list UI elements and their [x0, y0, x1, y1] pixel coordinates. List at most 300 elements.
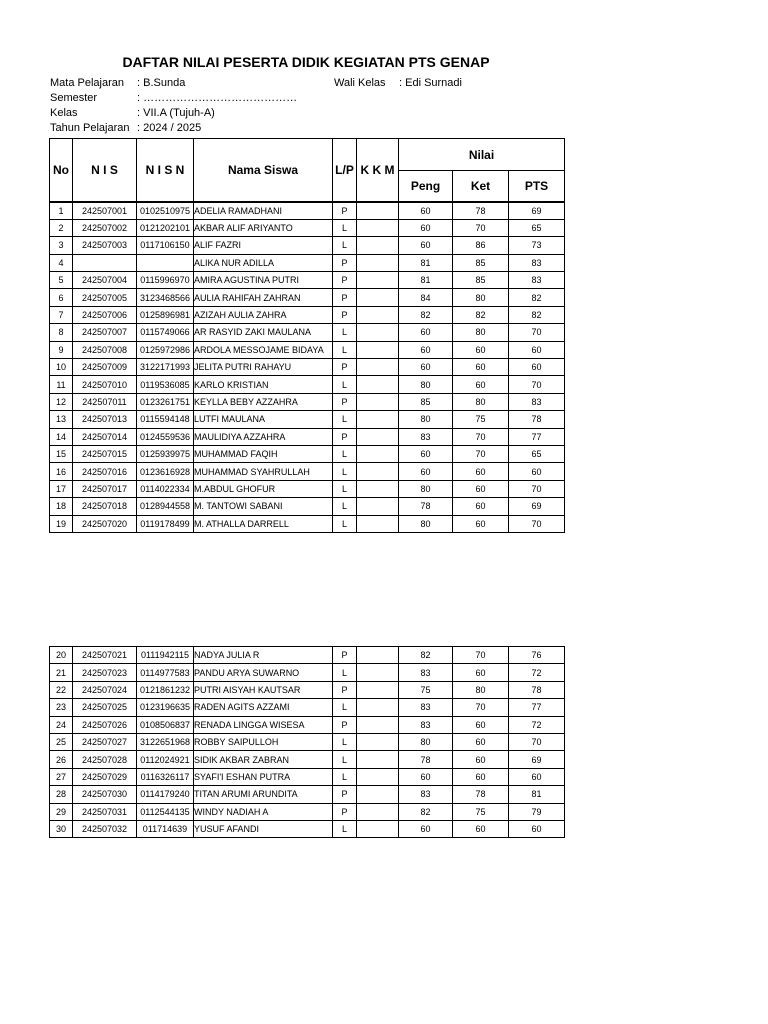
student-nis: 242507013 [73, 411, 137, 428]
student-gender: P [333, 647, 357, 664]
grade-pts: 78 [509, 411, 565, 428]
row-number: 7 [50, 306, 73, 323]
grade-pts: 83 [509, 254, 565, 271]
student-name: AKBAR ALIF ARIYANTO [194, 219, 333, 236]
grade-pts: 69 [509, 751, 565, 768]
student-nisn: 0123196635 [137, 699, 194, 716]
row-number: 28 [50, 786, 73, 803]
row-number: 27 [50, 768, 73, 785]
student-gender: P [333, 202, 357, 220]
grade-pts: 70 [509, 324, 565, 341]
grade-pts: 65 [509, 445, 565, 462]
student-gender: L [333, 751, 357, 768]
table-row [50, 820, 565, 837]
student-nis: 242507031 [73, 803, 137, 820]
grade-peng: 80 [399, 515, 453, 532]
table-row [50, 480, 565, 497]
grade-ket: 60 [453, 480, 509, 497]
student-name: PUTRI AISYAH KAUTSAR [194, 681, 333, 698]
student-kkm [357, 699, 399, 716]
student-nis: 242507023 [73, 664, 137, 681]
grade-peng: 84 [399, 289, 453, 306]
student-name: ALIKA NUR ADILLA [194, 254, 333, 271]
student-kkm [357, 751, 399, 768]
row-number: 14 [50, 428, 73, 445]
grade-ket: 80 [453, 393, 509, 410]
student-kkm [357, 393, 399, 410]
grade-ket: 70 [453, 445, 509, 462]
row-number: 22 [50, 681, 73, 698]
grade-peng: 80 [399, 480, 453, 497]
row-number: 30 [50, 820, 73, 837]
student-kkm [357, 803, 399, 820]
header-grades: Nilai [399, 139, 565, 171]
student-kkm [357, 733, 399, 750]
table-row [50, 254, 565, 271]
grade-pts: 72 [509, 664, 565, 681]
student-gender: L [333, 411, 357, 428]
student-nisn: 0114977583 [137, 664, 194, 681]
grade-pts: 72 [509, 716, 565, 733]
grade-peng: 83 [399, 699, 453, 716]
student-name: ALIF FAZRI [194, 237, 333, 254]
student-name: WINDY NADIAH A [194, 803, 333, 820]
student-nis: 242507007 [73, 324, 137, 341]
table-row [50, 733, 565, 750]
student-name: M. ATHALLA DARRELL [194, 515, 333, 532]
student-kkm [357, 272, 399, 289]
student-nis: 242507032 [73, 820, 137, 837]
student-nis: 242507002 [73, 219, 137, 236]
student-name: AULIA RAHIFAH ZAHRAN [194, 289, 333, 306]
meta-label: Tahun Pelajaran [50, 122, 130, 134]
grade-pts: 83 [509, 393, 565, 410]
grade-ket: 78 [453, 786, 509, 803]
grade-pts: 73 [509, 237, 565, 254]
grade-pts: 60 [509, 463, 565, 480]
student-nis: 242507004 [73, 272, 137, 289]
row-number: 29 [50, 803, 73, 820]
meta-subject [50, 76, 297, 91]
grade-ket: 80 [453, 324, 509, 341]
student-name: AZIZAH AULIA ZAHRA [194, 306, 333, 323]
grade-ket: 60 [453, 751, 509, 768]
homeroom-teacher [334, 76, 462, 91]
student-name: M.ABDUL GHOFUR [194, 480, 333, 497]
student-kkm [357, 498, 399, 515]
row-number: 13 [50, 411, 73, 428]
student-gender: L [333, 820, 357, 837]
student-nisn: 0115749066 [137, 324, 194, 341]
meta-value: : VII.A (Tujuh-A) [137, 107, 215, 119]
student-kkm [357, 428, 399, 445]
student-name: NADYA JULIA R [194, 647, 333, 664]
student-nis: 242507027 [73, 733, 137, 750]
student-nisn: 0108506837 [137, 716, 194, 733]
grade-pts: 77 [509, 699, 565, 716]
grade-pts: 76 [509, 647, 565, 664]
grade-peng: 81 [399, 254, 453, 271]
student-nis: 242507009 [73, 359, 137, 376]
row-number: 8 [50, 324, 73, 341]
student-kkm [357, 306, 399, 323]
student-kkm [357, 768, 399, 785]
student-gender: P [333, 428, 357, 445]
row-number: 21 [50, 664, 73, 681]
grade-pts: 81 [509, 786, 565, 803]
grade-ket: 78 [453, 202, 509, 220]
student-nisn: 0114179240 [137, 786, 194, 803]
student-gender: L [333, 324, 357, 341]
row-number: 3 [50, 237, 73, 254]
student-nisn: 0125972986 [137, 341, 194, 358]
student-name: M. TANTOWI SABANI [194, 498, 333, 515]
student-nis: 242507030 [73, 786, 137, 803]
row-number: 16 [50, 463, 73, 480]
student-nis: 242507011 [73, 393, 137, 410]
student-nis: 242507016 [73, 463, 137, 480]
student-gender: P [333, 306, 357, 323]
meta-value: : Edi Surnadi [399, 77, 462, 89]
student-gender: L [333, 237, 357, 254]
grade-pts: 60 [509, 768, 565, 785]
table-row [50, 716, 565, 733]
student-name: AR RASYID ZAKI MAULANA [194, 324, 333, 341]
student-nis: 242507006 [73, 306, 137, 323]
student-name: ROBBY SAIPULLOH [194, 733, 333, 750]
student-nisn: 3122171993 [137, 359, 194, 376]
grade-pts: 83 [509, 272, 565, 289]
student-nis: 242507003 [73, 237, 137, 254]
student-gender: P [333, 254, 357, 271]
table-row [50, 237, 565, 254]
grade-ket: 60 [453, 341, 509, 358]
grade-peng: 82 [399, 647, 453, 664]
grade-ket: 82 [453, 306, 509, 323]
student-gender: L [333, 515, 357, 532]
student-nis: 242507024 [73, 681, 137, 698]
student-nisn: 3123468566 [137, 289, 194, 306]
row-number: 25 [50, 733, 73, 750]
grade-pts: 65 [509, 219, 565, 236]
student-name: TITAN ARUMI ARUNDITA [194, 786, 333, 803]
header-nisn: N I S N [137, 139, 194, 202]
student-kkm [357, 219, 399, 236]
table-row [50, 359, 565, 376]
table-row [50, 463, 565, 480]
row-number: 15 [50, 445, 73, 462]
table-row [50, 803, 565, 820]
grade-peng: 60 [399, 237, 453, 254]
grade-peng: 78 [399, 498, 453, 515]
grade-ket: 85 [453, 254, 509, 271]
grade-pts: 70 [509, 733, 565, 750]
student-nisn: 0119178499 [137, 515, 194, 532]
grade-peng: 80 [399, 376, 453, 393]
row-number: 17 [50, 480, 73, 497]
student-kkm [357, 664, 399, 681]
student-name: KARLO KRISTIAN [194, 376, 333, 393]
student-nisn: 0114022334 [137, 480, 194, 497]
student-kkm [357, 324, 399, 341]
student-gender: P [333, 716, 357, 733]
student-name: PANDU ARYA SUWARNO [194, 664, 333, 681]
student-nisn [137, 254, 194, 271]
student-name: KEYLLA BEBY AZZAHRA [194, 393, 333, 410]
grade-peng: 60 [399, 463, 453, 480]
grade-pts: 60 [509, 820, 565, 837]
table-row [50, 428, 565, 445]
table-row [50, 751, 565, 768]
grade-pts: 70 [509, 480, 565, 497]
meta-semester [50, 91, 297, 106]
row-number: 5 [50, 272, 73, 289]
row-number: 12 [50, 393, 73, 410]
student-gender: L [333, 219, 357, 236]
grade-pts: 60 [509, 341, 565, 358]
grade-peng: 83 [399, 716, 453, 733]
student-gender: L [333, 768, 357, 785]
student-nisn: 011714639 [137, 820, 194, 837]
student-kkm [357, 202, 399, 220]
grade-peng: 78 [399, 751, 453, 768]
grade-pts: 77 [509, 428, 565, 445]
student-kkm [357, 289, 399, 306]
student-gender: L [333, 480, 357, 497]
grades-table [49, 138, 565, 533]
table-row [50, 515, 565, 532]
student-nisn: 0115594148 [137, 411, 194, 428]
student-gender: L [333, 699, 357, 716]
row-number: 18 [50, 498, 73, 515]
grade-peng: 85 [399, 393, 453, 410]
grade-peng: 83 [399, 786, 453, 803]
table-row [50, 219, 565, 236]
student-nis: 242507026 [73, 716, 137, 733]
grade-ket: 60 [453, 498, 509, 515]
row-number: 10 [50, 359, 73, 376]
student-nisn: 0125939975 [137, 445, 194, 462]
header-pts: PTS [509, 171, 565, 202]
student-name: MUHAMMAD SYAHRULLAH [194, 463, 333, 480]
grade-ket: 80 [453, 681, 509, 698]
grade-peng: 75 [399, 681, 453, 698]
grade-pts: 79 [509, 803, 565, 820]
grade-ket: 85 [453, 272, 509, 289]
table-row [50, 664, 565, 681]
student-kkm [357, 463, 399, 480]
meta-year [50, 121, 297, 136]
row-number: 4 [50, 254, 73, 271]
student-name: YUSUF AFANDI [194, 820, 333, 837]
student-kkm [357, 341, 399, 358]
student-nis: 242507017 [73, 480, 137, 497]
student-nis: 242507018 [73, 498, 137, 515]
student-name: LUTFI MAULANA [194, 411, 333, 428]
table-row [50, 306, 565, 323]
student-gender: P [333, 359, 357, 376]
student-name: ADELIA RAMADHANI [194, 202, 333, 220]
student-kkm [357, 254, 399, 271]
student-nisn: 3122651968 [137, 733, 194, 750]
row-number: 24 [50, 716, 73, 733]
student-nis: 242507021 [73, 647, 137, 664]
grade-ket: 70 [453, 699, 509, 716]
grade-peng: 83 [399, 664, 453, 681]
grade-pts: 70 [509, 515, 565, 532]
table-row [50, 647, 565, 664]
grade-peng: 82 [399, 803, 453, 820]
table-row [50, 445, 565, 462]
table-row [50, 786, 565, 803]
student-name: JELITA PUTRI RAHAYU [194, 359, 333, 376]
header-kkm: K K M [357, 139, 399, 202]
grades-table-continued [49, 646, 565, 838]
student-nis [73, 254, 137, 271]
student-kkm [357, 515, 399, 532]
student-nis: 242507028 [73, 751, 137, 768]
grade-peng: 60 [399, 768, 453, 785]
student-nisn: 0116326117 [137, 768, 194, 785]
student-nisn: 0112544135 [137, 803, 194, 820]
student-kkm [357, 681, 399, 698]
header-peng: Peng [399, 171, 453, 202]
grade-ket: 86 [453, 237, 509, 254]
student-gender: P [333, 289, 357, 306]
student-gender: P [333, 681, 357, 698]
student-kkm [357, 237, 399, 254]
student-nisn: 0112024921 [137, 751, 194, 768]
table-row [50, 341, 565, 358]
grade-pts: 78 [509, 681, 565, 698]
student-name: MUHAMMAD FAQIH [194, 445, 333, 462]
row-number: 9 [50, 341, 73, 358]
grade-ket: 60 [453, 463, 509, 480]
grade-peng: 60 [399, 341, 453, 358]
row-number: 20 [50, 647, 73, 664]
meta-label: Semester [50, 92, 98, 104]
grade-peng: 81 [399, 272, 453, 289]
student-nisn: 0102510975 [137, 202, 194, 220]
student-gender: L [333, 445, 357, 462]
student-nis: 242507029 [73, 768, 137, 785]
student-gender: L [333, 498, 357, 515]
grade-ket: 70 [453, 219, 509, 236]
student-nisn: 0115996970 [137, 272, 194, 289]
document-title: DAFTAR NILAI PESERTA DIDIK KEGIATAN PTS GENAP [122, 54, 490, 70]
grade-ket: 75 [453, 803, 509, 820]
grade-peng: 82 [399, 306, 453, 323]
row-number: 26 [50, 751, 73, 768]
grade-pts: 60 [509, 359, 565, 376]
header-name: Nama Siswa [194, 139, 333, 202]
table-row [50, 681, 565, 698]
student-kkm [357, 820, 399, 837]
table-row [50, 272, 565, 289]
grade-pts: 69 [509, 498, 565, 515]
grade-ket: 60 [453, 359, 509, 376]
header-ket: Ket [453, 171, 509, 202]
table-row [50, 376, 565, 393]
student-nis: 242507025 [73, 699, 137, 716]
table-row [50, 324, 565, 341]
grade-ket: 60 [453, 664, 509, 681]
student-kkm [357, 411, 399, 428]
meta-block [50, 76, 297, 136]
meta-value: : 2024 / 2025 [137, 122, 202, 134]
student-nis: 242507020 [73, 515, 137, 532]
grade-ket: 75 [453, 411, 509, 428]
header-nis: N I S [73, 139, 137, 202]
meta-label: Wali Kelas [334, 77, 386, 89]
student-gender: L [333, 463, 357, 480]
row-number: 23 [50, 699, 73, 716]
table-row [50, 699, 565, 716]
meta-label: Mata Pelajaran [50, 77, 124, 89]
student-name: AMIRA AGUSTINA PUTRI [194, 272, 333, 289]
student-name: ARDOLA MESSOJAME BIDAYA [194, 341, 333, 358]
student-kkm [357, 376, 399, 393]
student-nisn: 0117106150 [137, 237, 194, 254]
student-nisn: 0128944558 [137, 498, 194, 515]
grade-peng: 60 [399, 359, 453, 376]
grade-peng: 80 [399, 411, 453, 428]
grade-pts: 82 [509, 289, 565, 306]
student-nisn: 0123261751 [137, 393, 194, 410]
student-name: RADEN AGITS AZZAMI [194, 699, 333, 716]
student-name: RENADA LINGGA WISESA [194, 716, 333, 733]
row-number: 11 [50, 376, 73, 393]
student-nis: 242507008 [73, 341, 137, 358]
table-row [50, 768, 565, 785]
student-kkm [357, 647, 399, 664]
grade-peng: 60 [399, 219, 453, 236]
grade-ket: 80 [453, 289, 509, 306]
meta-label: Kelas [50, 107, 78, 119]
student-name: SIDIK AKBAR ZABRAN [194, 751, 333, 768]
student-gender: P [333, 803, 357, 820]
grade-pts: 70 [509, 376, 565, 393]
header-gender: L/P [333, 139, 357, 202]
student-name: MAULIDIYA AZZAHRA [194, 428, 333, 445]
student-nisn: 0125896981 [137, 306, 194, 323]
student-kkm [357, 480, 399, 497]
meta-value: : …………………………………… [137, 92, 298, 104]
grade-peng: 60 [399, 324, 453, 341]
grade-peng: 60 [399, 202, 453, 220]
student-nis: 242507005 [73, 289, 137, 306]
student-gender: L [333, 664, 357, 681]
student-nis: 242507001 [73, 202, 137, 220]
student-nisn: 0121202101 [137, 219, 194, 236]
student-nis: 242507015 [73, 445, 137, 462]
grade-ket: 60 [453, 515, 509, 532]
student-nisn: 0111942115 [137, 647, 194, 664]
header-no: No [50, 139, 73, 202]
meta-class [50, 106, 297, 121]
meta-value: : B.Sunda [137, 77, 186, 89]
student-nisn: 0119536085 [137, 376, 194, 393]
row-number: 2 [50, 219, 73, 236]
grade-ket: 60 [453, 768, 509, 785]
grade-ket: 60 [453, 733, 509, 750]
row-number: 6 [50, 289, 73, 306]
student-nisn: 0123616928 [137, 463, 194, 480]
student-nisn: 0121861232 [137, 681, 194, 698]
grade-peng: 60 [399, 445, 453, 462]
grade-ket: 60 [453, 716, 509, 733]
student-gender: P [333, 272, 357, 289]
